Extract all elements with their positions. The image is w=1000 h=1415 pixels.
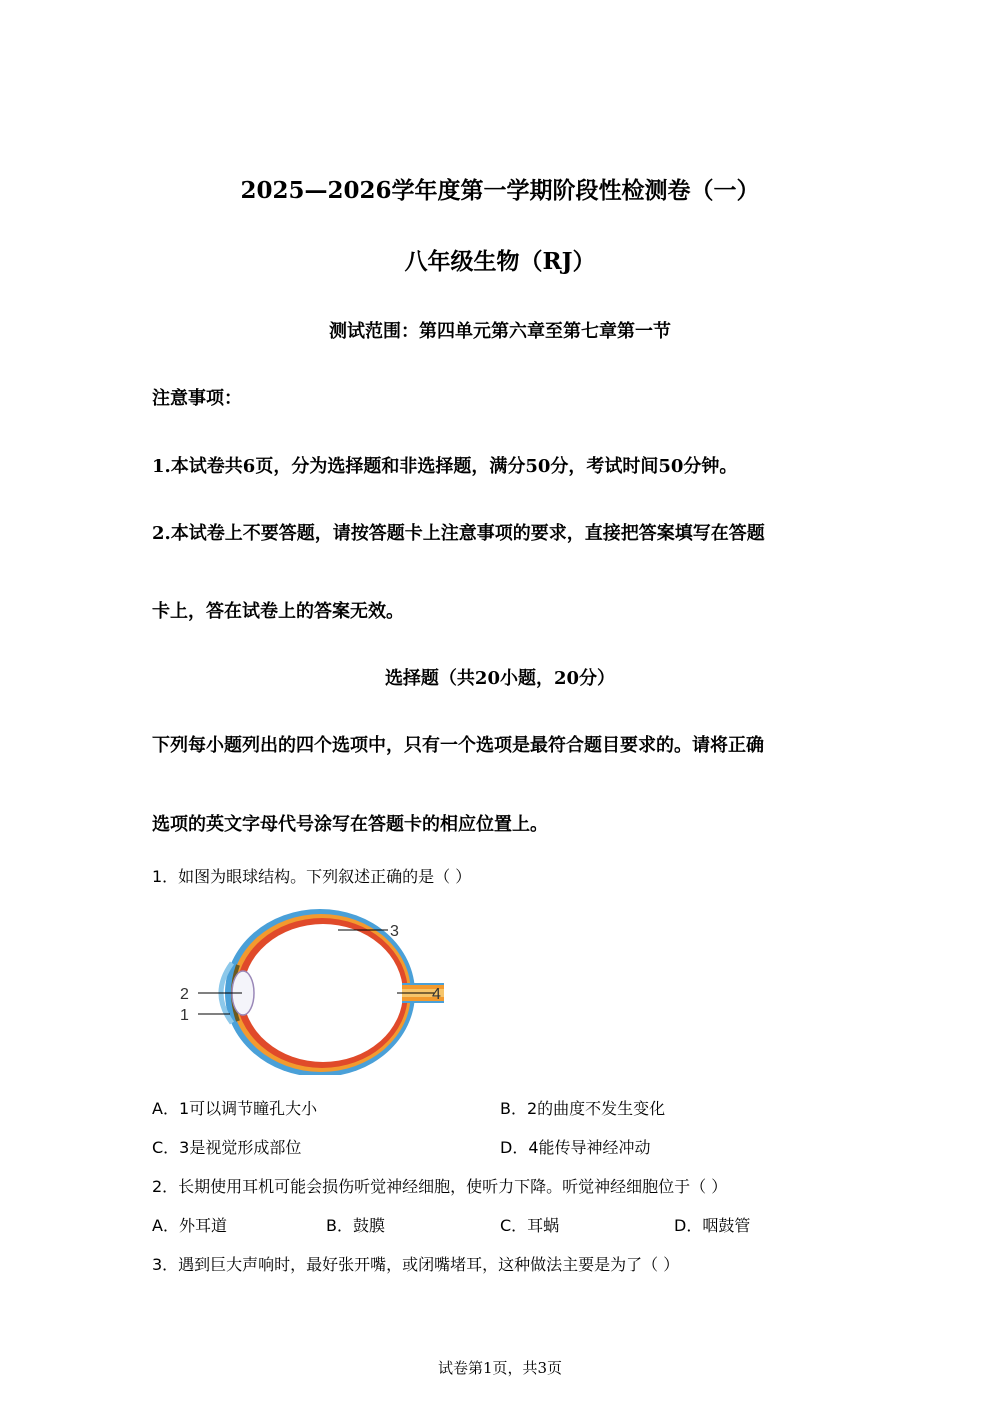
figure-label-3: 3 (390, 923, 399, 940)
question-2-option-b: B．鼓膜 (326, 1216, 385, 1235)
eyeball-diagram (170, 905, 450, 1075)
question-1-option-c: C．3是视觉形成部位 (152, 1138, 302, 1157)
figure-label-4: 4 (432, 986, 441, 1003)
test-scope: 测试范围：第四单元第六章至第七章第一节 (329, 321, 671, 342)
question-1-stem: 1．如图为眼球结构。下列叙述正确的是（ ） (152, 867, 472, 886)
note-item-2-line-1: 2.本试卷上不要答题，请按答题卡上注意事项的要求，直接把答案填写在答题 (152, 523, 765, 544)
note-item-2-line-2: 卡上，答在试卷上的答案无效。 (152, 601, 404, 622)
notes-heading: 注意事项： (152, 388, 242, 409)
section-instruction-line-2: 选项的英文字母代号涂写在答题卡的相应位置上。 (152, 814, 548, 835)
question-2-stem: 2．长期使用耳机可能会损伤听觉神经细胞，使听力下降。听觉神经细胞位于（ ） (152, 1177, 728, 1196)
question-2-option-c: C．耳蜗 (500, 1216, 560, 1235)
exam-title: 2025—2026学年度第一学期阶段性检测卷（一） (240, 177, 760, 204)
figure-label-2: 2 (180, 986, 189, 1003)
section-heading: 选择题（共20小题，20分） (384, 668, 616, 689)
question-3-stem: 3．遇到巨大声响时，最好张开嘴，或闭嘴堵耳，这种做法主要是为了（ ） (152, 1255, 680, 1274)
section-instruction-line-1: 下列每小题列出的四个选项中，只有一个选项是最符合题目要求的。请将正确 (152, 735, 764, 756)
question-2-option-a: A．外耳道 (152, 1216, 227, 1235)
question-1-option-d: D．4能传导神经冲动 (500, 1138, 651, 1157)
question-1-option-b: B．2的曲度不发生变化 (500, 1099, 666, 1118)
note-item-1: 1.本试卷共6页，分为选择题和非选择题，满分50分，考试时间50分钟。 (152, 456, 738, 477)
page-footer: 试卷第1页，共3页 (437, 1359, 563, 1377)
question-1-option-a: A．1可以调节瞳孔大小 (152, 1099, 318, 1118)
exam-subtitle: 八年级生物（RJ） (404, 248, 596, 275)
figure-label-1: 1 (180, 1007, 189, 1024)
question-2-option-d: D．咽鼓管 (674, 1216, 751, 1235)
